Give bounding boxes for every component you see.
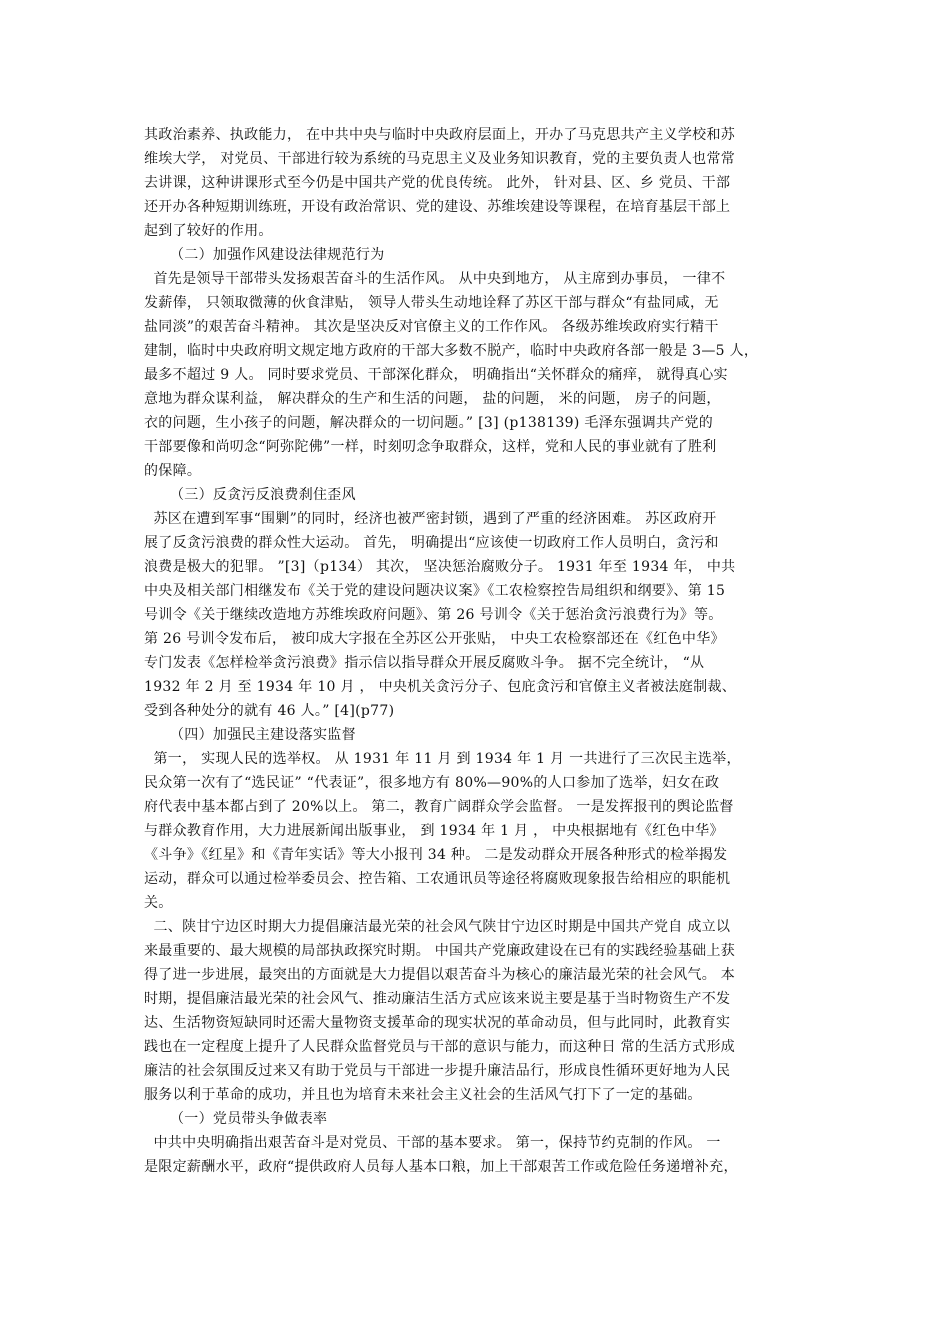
text-line: 专门发表《怎样检举贪污浪费》指示信以指导群众开展反腐败斗争。 据不完全统计， “从 bbox=[144, 655, 705, 671]
text-line: 的保障。 bbox=[144, 463, 202, 479]
text-line: 中共中央明确指出艰苦奋斗是对党员、干部的基本要求。 第一，保持节约克制的作风。 一 bbox=[144, 1135, 721, 1151]
text-line: 去讲课，这种讲课形式至今仍是中国共产党的优良传统。 此外， 针对县、区、乡 党员、干部 bbox=[144, 175, 731, 191]
paragraph bbox=[144, 747, 810, 915]
text-line: 首先是领导干部带头发扬艰苦奋斗的生活作风。 从中央到地方， 从主席到办事员， 一律不 bbox=[144, 271, 726, 287]
text-line: 得了进一步进展，最突出的方面就是大力提倡以艰苦奋斗为核心的廉洁最光荣的社会风气。 本 bbox=[144, 967, 736, 983]
text-line: 廉洁的社会氛围反过来又有助于党员与干部进一步提升廉洁品行，形成良性循环更好地为人民 bbox=[144, 1063, 731, 1079]
text-line: 苏区在遭到军事“围剿”的同时，经济也被严密封锁，遇到了严重的经济困难。 苏区政府开 bbox=[144, 511, 717, 527]
text-line: 践也在一定程度上提升了人民群众监督党员与干部的意识与能力，而这种日 常的生活方式形成 bbox=[144, 1039, 736, 1055]
text-line: 第一， 实现人民的选举权。 从 1931 年 11 月 到 1934 年 1 月 一共进行了三次民主选举， bbox=[144, 751, 741, 767]
text-line: 与群众教育作用，大力进展新闻出版事业， 到 1934 年 1 月 ， 中央根据地有《红色中华》 bbox=[144, 823, 724, 839]
text-line: 建制，临时中央政府明文规定地方政府的干部大多数不脱产，临时中央政府各部一般是 3—5 人， bbox=[144, 343, 759, 359]
text-line: 盐同淡”的艰苦奋斗精神。 其次是坚决反对官僚主义的工作作风。 各级苏维埃政府实行精干 bbox=[144, 319, 719, 335]
text-line: （三）反贪污反浪费刹住歪风 bbox=[170, 487, 356, 503]
text-line: （一）党员带头争做表率 bbox=[170, 1111, 328, 1127]
text-line: （四）加强民主建设落实监督 bbox=[170, 727, 356, 743]
text-line: 起到了较好的作用。 bbox=[144, 223, 273, 239]
text-line: 民众第一次有了“选民证” “代表证”，很多地方有 80%—90%的人口参加了选举，妇女在政 bbox=[144, 775, 720, 791]
text-line: 关。 bbox=[144, 895, 173, 911]
text-line: 第 26 号训令发布后， 被印成大字报在全苏区公开张贴， 中央工农检察部还在《红色中华》 bbox=[144, 631, 725, 647]
text-line: 还开办各种短期训练班，开设有政治常识、党的建设、苏维埃建设等课程，在培育基层干部上 bbox=[144, 199, 731, 215]
document-page bbox=[144, 123, 810, 1179]
text-line: 其政治素养、执政能力， 在中共中央与临时中央政府层面上，开办了马克思共产主义学校和苏 bbox=[144, 127, 736, 143]
text-line: 浪费是极大的犯罪。 ”[3]（p134） 其次， 坚决惩治腐败分子。 1931 年至 1934 年， 中共 bbox=[144, 559, 736, 575]
text-line: 是限定薪酬水平，政府“提供政府人员每人基本口粮，加上干部艰苦工作或危险任务递增补充， bbox=[144, 1159, 738, 1175]
section-heading bbox=[144, 723, 810, 747]
paragraph bbox=[144, 123, 810, 243]
text-line: 受到各种处分的就有 46 人。” [4](p77) bbox=[144, 703, 395, 719]
section-heading bbox=[144, 483, 810, 507]
text-line: 中央及相关部门相继发布《关于党的建设问题决议案》《工农检察控告局组织和纲要》、第 15 bbox=[144, 583, 726, 599]
text-line: 府代表中基本都占到了 20%以上。 第二，教育广阔群众学会监督。 一是发挥报刊的舆论监督 bbox=[144, 799, 734, 815]
text-line: 时期，提倡廉洁最光荣的社会风气、推动廉洁生活方式应该来说主要是基于当时物资生产不发 bbox=[144, 991, 731, 1007]
section-heading bbox=[144, 243, 810, 267]
section-heading bbox=[144, 1107, 810, 1131]
text-line: 服务以利于革命的成功，并且也为培育未来社会主义社会的生活风气打下了一定的基础。 bbox=[144, 1087, 702, 1103]
text-line: 意地为群众谋利益， 解决群众的生产和生活的问题， 盐的问题， 米的问题， 房子的问题， bbox=[144, 391, 721, 407]
text-line: 发薪俸， 只领取微薄的伙食津贴， 领导人带头生动地诠释了苏区干部与群众“有盐同咸，无 bbox=[144, 295, 719, 311]
text-line: 最多不超过 9 人。 同时要求党员、干部深化群众， 明确指出“关怀群众的痛痒， 就得真心实 bbox=[144, 367, 728, 383]
paragraph bbox=[144, 267, 810, 483]
text-line: 来最重要的、最大规模的局部执政探究时期。 中国共产党廉政建设在已有的实践经验基础上获 bbox=[144, 943, 736, 959]
text-line: 二、陕甘宁边区时期大力提倡廉洁最光荣的社会风气陕甘宁边区时期是中国共产党自 成立以 bbox=[144, 919, 731, 935]
text-line: 衣的问题，生小孩子的问题，解决群众的一切问题。” [3] (p138139) 毛泽东强调共产党的 bbox=[144, 415, 714, 431]
paragraph bbox=[144, 507, 810, 723]
text-line: 干部要像和尚叨念“阿弥陀佛”一样，时刻叨念争取群众，这样，党和人民的事业就有了胜利 bbox=[144, 439, 717, 455]
text-line: 《斗争》《红星》和《青年实话》等大小报刊 34 种。 二是发动群众开展各种形式的检举揭发 bbox=[144, 847, 728, 863]
text-line: 展了反贪污浪费的群众性大运动。 首先， 明确提出“应该使一切政府工作人员明白，贪污和 bbox=[144, 535, 719, 551]
paragraph bbox=[144, 1131, 810, 1179]
text-line: 运动，群众可以通过检举委员会、控告箱、工农通讯员等途径将腐败现象报告给相应的职能机 bbox=[144, 871, 731, 887]
text-line: 号训令《关于继续改造地方苏维埃政府问题》、第 26 号训令《关于惩治贪污浪费行为》等。 bbox=[144, 607, 723, 623]
text-line: 维埃大学， 对党员、干部进行较为系统的马克思主义及业务知识教育，党的主要负责人也常常 bbox=[144, 151, 736, 167]
text-line: （二）加强作风建设法律规范行为 bbox=[170, 247, 385, 263]
text-line: 达、生活物资短缺同时还需大量物资支援革命的现实状况的革命动员，但与此同时，此教育实 bbox=[144, 1015, 731, 1031]
paragraph bbox=[144, 915, 810, 1107]
text-line: 1932 年 2 月 至 1934 年 10 月 ， 中央机关贪污分子、包庇贪污和官僚主义者被法庭制裁、 bbox=[144, 679, 737, 695]
